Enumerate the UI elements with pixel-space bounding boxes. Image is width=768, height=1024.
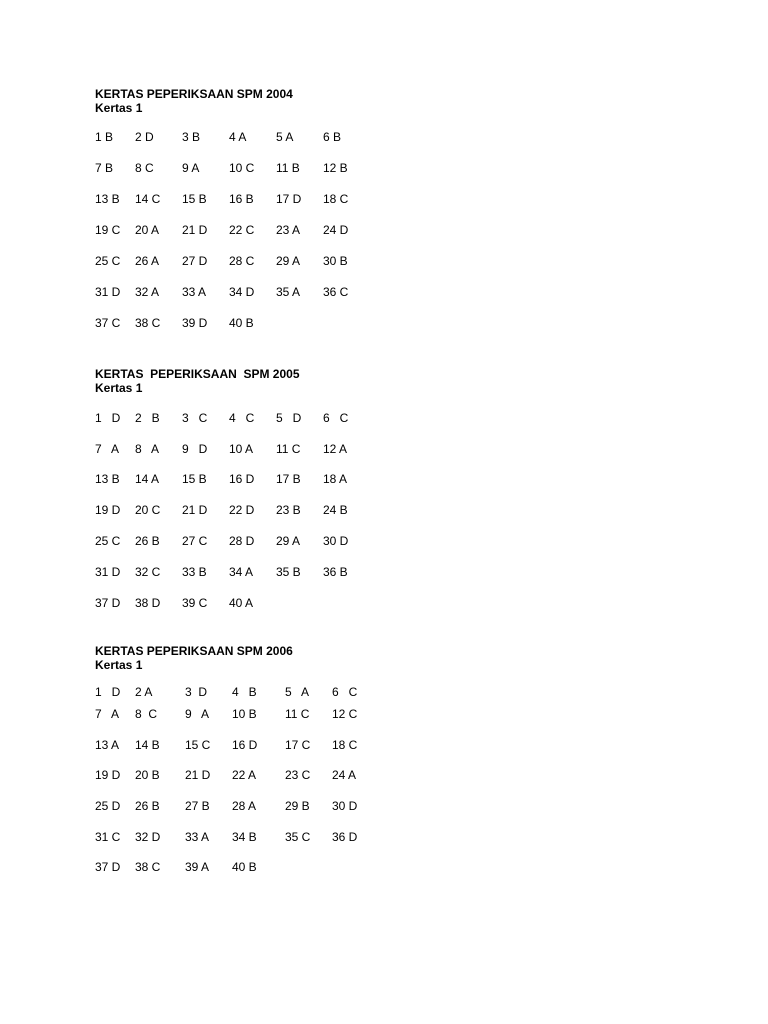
answer-cell: 27 C: [182, 534, 208, 548]
section-title: KERTAS PEPERIKSAAN SPM 2006: [95, 644, 293, 658]
answer-cell: 23 B: [276, 503, 301, 517]
answer-cell: 34 A: [229, 565, 254, 579]
answer-cell: 18 A: [323, 472, 348, 486]
answer-cell: 7 A: [95, 707, 120, 721]
answer-cell: 36 D: [332, 830, 358, 844]
answer-cell: 19 D: [95, 503, 121, 517]
answer-cell: 10 C: [229, 161, 255, 175]
answer-cell: 32 D: [135, 830, 161, 844]
answer-cell: 16 D: [232, 738, 258, 752]
answer-cell: 26 A: [135, 254, 160, 268]
answer-cell: 25 D: [95, 799, 121, 813]
answer-cell: 5 D: [276, 411, 302, 425]
answer-cell: 38 C: [135, 316, 161, 330]
answer-cell: 16 D: [229, 472, 255, 486]
answer-cell: 16 B: [229, 192, 254, 206]
answer-cell: 13 A: [95, 738, 120, 752]
answer-cell: 21 D: [182, 503, 208, 517]
answer-cell: 33 B: [182, 565, 207, 579]
section-subtitle: Kertas 1: [95, 658, 143, 672]
answer-cell: 9 A: [185, 707, 210, 721]
answer-cell: 24 D: [323, 223, 349, 237]
answer-cell: 31 D: [95, 565, 121, 579]
answer-row: [95, 707, 695, 722]
answer-cell: 9 A: [182, 161, 200, 175]
answer-cell: 11 B: [276, 161, 300, 175]
answer-row: [95, 830, 695, 845]
answer-cell: 28 D: [229, 534, 255, 548]
answer-row: [95, 565, 695, 580]
answer-cell: 15 C: [185, 738, 211, 752]
answer-row: [95, 316, 695, 331]
answer-row: [95, 534, 695, 549]
answer-cell: 6 B: [323, 130, 342, 144]
answer-cell: 18 C: [323, 192, 349, 206]
answer-section: [95, 87, 695, 330]
answer-row: [95, 130, 695, 145]
answer-cell: 39 C: [182, 596, 208, 610]
answer-row: [95, 442, 695, 457]
answer-cell: 34 B: [232, 830, 257, 844]
answer-cell: 9 D: [182, 442, 208, 456]
answer-cell: 38 C: [135, 860, 161, 874]
answer-cell: 24 A: [332, 768, 357, 782]
answer-cell: 8 A: [135, 442, 160, 456]
answer-cell: 32 A: [135, 285, 160, 299]
answer-cell: 21 D: [185, 768, 211, 782]
answer-cell: 7 A: [95, 442, 120, 456]
answer-cell: 13 B: [95, 472, 120, 486]
answer-row: [95, 411, 695, 426]
answer-cell: 14 B: [135, 738, 160, 752]
answer-cell: 39 D: [182, 316, 208, 330]
answer-cell: 38 D: [135, 596, 161, 610]
answer-cell: 26 B: [135, 799, 160, 813]
answer-cell: 25 C: [95, 254, 121, 268]
answer-cell: 22 D: [229, 503, 255, 517]
answer-row: [95, 685, 695, 700]
answer-row: [95, 254, 695, 269]
answer-cell: 2 B: [135, 411, 160, 425]
answer-cell: 15 B: [182, 192, 207, 206]
answer-cell: 19 C: [95, 223, 121, 237]
section-subtitle: Kertas 1: [95, 381, 143, 395]
answer-cell: 8 C: [135, 707, 158, 721]
answer-row: [95, 503, 695, 518]
answer-cell: 6 C: [323, 411, 349, 425]
answer-cell: 35 B: [276, 565, 301, 579]
answer-cell: 17 B: [276, 472, 301, 486]
answer-cell: 37 C: [95, 316, 121, 330]
answer-cell: 28 A: [232, 799, 257, 813]
answer-section: [95, 644, 695, 874]
answer-cell: 36 B: [323, 565, 348, 579]
answer-cell: 2 A: [135, 685, 153, 699]
answer-cell: 23 A: [276, 223, 301, 237]
answer-cell: 12 A: [323, 442, 348, 456]
answer-cell: 40 B: [229, 316, 254, 330]
answer-row: [95, 596, 695, 611]
answer-cell: 3 D: [185, 685, 208, 699]
answer-cell: 3 B: [182, 130, 201, 144]
answer-cell: 40 B: [232, 860, 257, 874]
answer-cell: 8 C: [135, 161, 154, 175]
answer-row: [95, 768, 695, 783]
answer-cell: 29 A: [276, 534, 301, 548]
answer-cell: 20 A: [135, 223, 160, 237]
answer-row: [95, 738, 695, 753]
answer-cell: 11 C: [276, 442, 301, 456]
answer-cell: 1 B: [95, 130, 114, 144]
answer-cell: 30 D: [323, 534, 349, 548]
answer-cell: 11 C: [285, 707, 310, 721]
answer-row: [95, 799, 695, 814]
answer-cell: 5 A: [276, 130, 294, 144]
answer-cell: 27 D: [182, 254, 208, 268]
answer-cell: 19 D: [95, 768, 121, 782]
answer-cell: 33 A: [185, 830, 210, 844]
section-title: KERTAS PEPERIKSAAN SPM 2005: [95, 367, 300, 381]
answer-cell: 7 B: [95, 161, 114, 175]
answer-cell: 29 A: [276, 254, 301, 268]
answer-cell: 4 A: [229, 130, 247, 144]
answer-cell: 26 B: [135, 534, 160, 548]
section-subtitle: Kertas 1: [95, 101, 143, 115]
answer-cell: 30 B: [323, 254, 348, 268]
answer-row: [95, 161, 695, 176]
answer-row: [95, 223, 695, 238]
answer-cell: 22 C: [229, 223, 255, 237]
answer-cell: 4 B: [232, 685, 257, 699]
answer-cell: 2 D: [135, 130, 154, 144]
answer-cell: 10 A: [229, 442, 254, 456]
answer-cell: 20 C: [135, 503, 161, 517]
answer-cell: 29 B: [285, 799, 310, 813]
answer-cell: 24 B: [323, 503, 348, 517]
answer-cell: 37 D: [95, 596, 121, 610]
answer-cell: 30 D: [332, 799, 358, 813]
answer-cell: 28 C: [229, 254, 255, 268]
answer-row: [95, 472, 695, 487]
answer-cell: 14 C: [135, 192, 161, 206]
answer-cell: 1 D: [95, 685, 121, 699]
answer-row: [95, 860, 695, 875]
answer-cell: 22 A: [232, 768, 257, 782]
answer-cell: 3 C: [182, 411, 208, 425]
answer-cell: 36 C: [323, 285, 349, 299]
answer-cell: 31 C: [95, 830, 121, 844]
answer-cell: 6 C: [332, 685, 358, 699]
answer-cell: 20 B: [135, 768, 160, 782]
answer-cell: 27 B: [185, 799, 210, 813]
answer-cell: 18 C: [332, 738, 358, 752]
answer-cell: 13 B: [95, 192, 120, 206]
answer-cell: 17 C: [285, 738, 311, 752]
answer-cell: 5 A: [285, 685, 310, 699]
answer-cell: 37 D: [95, 860, 121, 874]
answer-cell: 25 C: [95, 534, 121, 548]
answer-row: [95, 192, 695, 207]
answer-cell: 10 B: [232, 707, 257, 721]
answer-cell: 35 C: [285, 830, 311, 844]
answer-cell: 15 B: [182, 472, 207, 486]
answer-cell: 21 D: [182, 223, 208, 237]
answer-cell: 40 A: [229, 596, 254, 610]
answer-cell: 4 C: [229, 411, 255, 425]
answer-cell: 12 B: [323, 161, 348, 175]
answer-cell: 17 D: [276, 192, 302, 206]
answer-cell: 23 C: [285, 768, 311, 782]
answer-cell: 33 A: [182, 285, 207, 299]
answer-section: [95, 367, 695, 610]
answer-cell: 31 D: [95, 285, 121, 299]
answer-cell: 12 C: [332, 707, 358, 721]
answer-cell: 1 D: [95, 411, 121, 425]
answer-cell: 39 A: [185, 860, 210, 874]
answer-row: [95, 285, 695, 300]
answer-cell: 14 A: [135, 472, 160, 486]
answer-cell: 35 A: [276, 285, 301, 299]
answer-cell: 34 D: [229, 285, 255, 299]
section-title: KERTAS PEPERIKSAAN SPM 2004: [95, 87, 293, 101]
answer-cell: 32 C: [135, 565, 161, 579]
